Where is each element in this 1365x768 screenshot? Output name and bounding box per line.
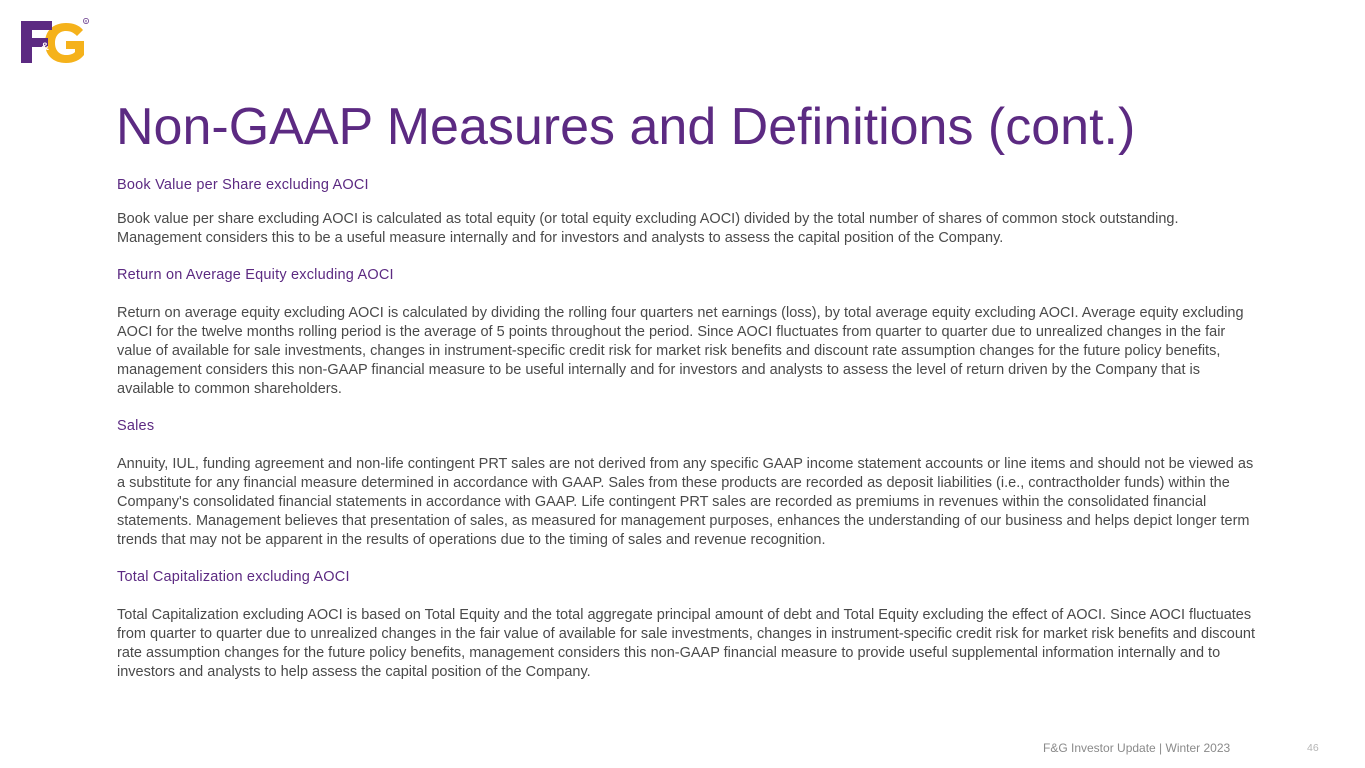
svg-text:&: &: [41, 41, 49, 53]
footer-text: F&G Investor Update | Winter 2023: [1043, 741, 1231, 755]
svg-text:R: R: [84, 19, 88, 24]
f-and-g-logo-icon: [20, 17, 90, 67]
section-body-sales: Annuity, IUL, funding agreement and non-life contingent PRT sales are not derived from any specific GAAP income statement accounts or line items and should not be viewed as a substitute for any financial measure determined in accordance with GAAP. Sales from these products are recorded as deposit liabilities (i.e., contractholder funds) within the Company's consolidated financial statements in accordance with GAAP. Life contingent PRT sales are recorded as premiums in revenues within the consolidated financial statements. Management believes that presentation of sales, as measured for management purposes, enhances the understanding of our business and helps depict longer term trends that may not be apparent in the results of operations due to the timing of sales and revenue recognition.: [117, 456, 1254, 548]
page-title: Non-GAAP Measures and Definitions (cont.): [116, 98, 1136, 156]
section-body-total-capitalization: Total Capitalization excluding AOCI is based on Total Equity and the total aggregate principal amount of debt and Total Equity excluding the effect of AOCI. Since AOCI fluctuates from quarter to quarter due to unrealized changes in the fair value of available for sale investments, changes in instrument-specific credit risk for market risk benefits and discount rate assumption changes for the future policy benefits, management considers this non-GAAP financial measure to provide useful supplemental information internally and to investors and analysts to help assess the capital position of the Company.: [117, 607, 1256, 680]
section-heading-return-on-equity: Return on Average Equity excluding AOCI: [117, 267, 394, 283]
section-heading-total-capitalization: Total Capitalization excluding AOCI: [117, 569, 350, 585]
section-heading-sales: Sales: [117, 418, 155, 434]
section-heading-book-value: Book Value per Share excluding AOCI: [117, 177, 369, 193]
page-number: 46: [1307, 742, 1319, 754]
definitions-content: [117, 176, 1257, 682]
section-body-book-value: Book value per share excluding AOCI is calculated as total equity (or total equity excluding AOCI) divided by the total number of shares of common stock outstanding. Management considers this to be a useful measure internally and for investors and analysts to assess the capital position of the Company.: [117, 211, 1179, 246]
company-logo: [20, 17, 90, 67]
section-body-return-on-equity: Return on average equity excluding AOCI is calculated by dividing the rolling four quarters net earnings (loss), by total average equity excluding AOCI. Average equity excluding AOCI for the twelve months rolling period is the average of 5 points throughout the period. Since AOCI fluctuates from quarter to quarter due to unrealized changes in the fair value of available for sale investments, changes in instrument-specific credit risk for market risk benefits and discount rate assumption changes for the future policy benefits, management considers this non-GAAP financial measure to be useful internally and for investors and analysts to assess the level of return driven by the Company that is available to common shareholders.: [117, 305, 1244, 397]
